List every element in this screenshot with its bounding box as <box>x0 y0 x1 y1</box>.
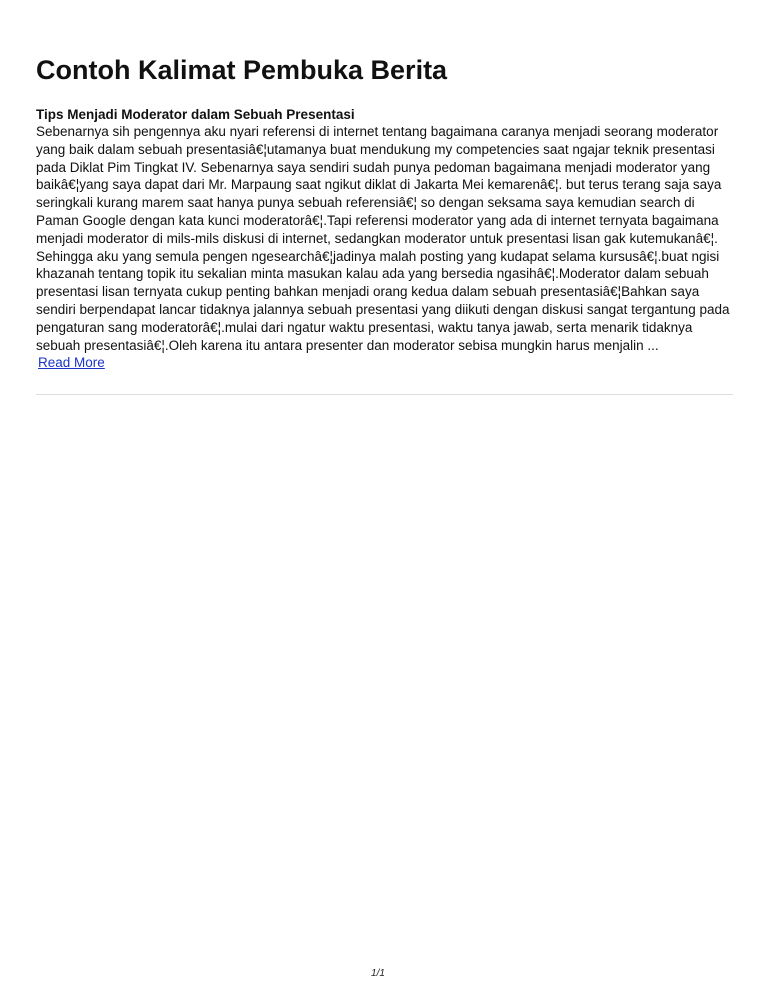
divider <box>36 394 733 395</box>
page-title: Contoh Kalimat Pembuka Berita <box>36 55 448 85</box>
article-body: Sebenarnya sih pengennya aku nyari referensi di internet tentang bagaimana caranya menjadi seorang moderator yang baik dalam sebuah presentasiâ€¦utamanya buat mendukung my competencies saat ngajar teknik presentasi pada Diklat Pim Tingkat IV. Sebenarnya saya sendiri sudah punya pedoman bagaimana menjadi moderator yang baikâ€¦yang saya dapat dari Mr. Marpaung saat ngikut diklat di Jakarta Mei kemarenâ€¦. but terus terang saja saya seringkali kurang marem saat hanya punya sebuah referensiâ€¦ so dengan seksama saya kemudian search di Paman Google dengan kata kunci moderatorâ€¦.Tapi referensi moderator yang ada di internet ternyata bagaimana menjadi moderator di mils-mils diskusi di internet, sedangkan moderator untuk presentasi lisan gak kutemukanâ€¦. Sehingga aku yang semula pengen ngesearchâ€¦jadinya malah posting yang kudapat selama kursusâ€¦.buat ngisi khazanah tentang topik itu sekalian minta masukan kalau ada yang bersedia ngasihâ€¦.Moderator dalam sebuah presentasi lisan ternyata cukup penting bahkan menjadi orang kedua dalam sebuah presentasiâ€¦Bahkan saya sendiri berpendapat lancar tidaknya jalannya sebuah presentasi yang diikuti dengan diskusi sangat tergantung pada pengaturan sang moderatorâ€¦.mulai dari ngatur waktu presentasi, waktu tanya jawab, serta menarik tidaknya sebuah presentasiâ€¦.Oleh karena itu antara presenter dan moderator sebisa mungkin harus menjalin ... <box>36 124 730 353</box>
article-title: Tips Menjadi Moderator dalam Sebuah Presentasi <box>36 107 355 122</box>
read-more-link[interactable]: Read More <box>38 355 105 371</box>
page-number: 1/1 <box>371 968 385 979</box>
article <box>36 106 736 372</box>
